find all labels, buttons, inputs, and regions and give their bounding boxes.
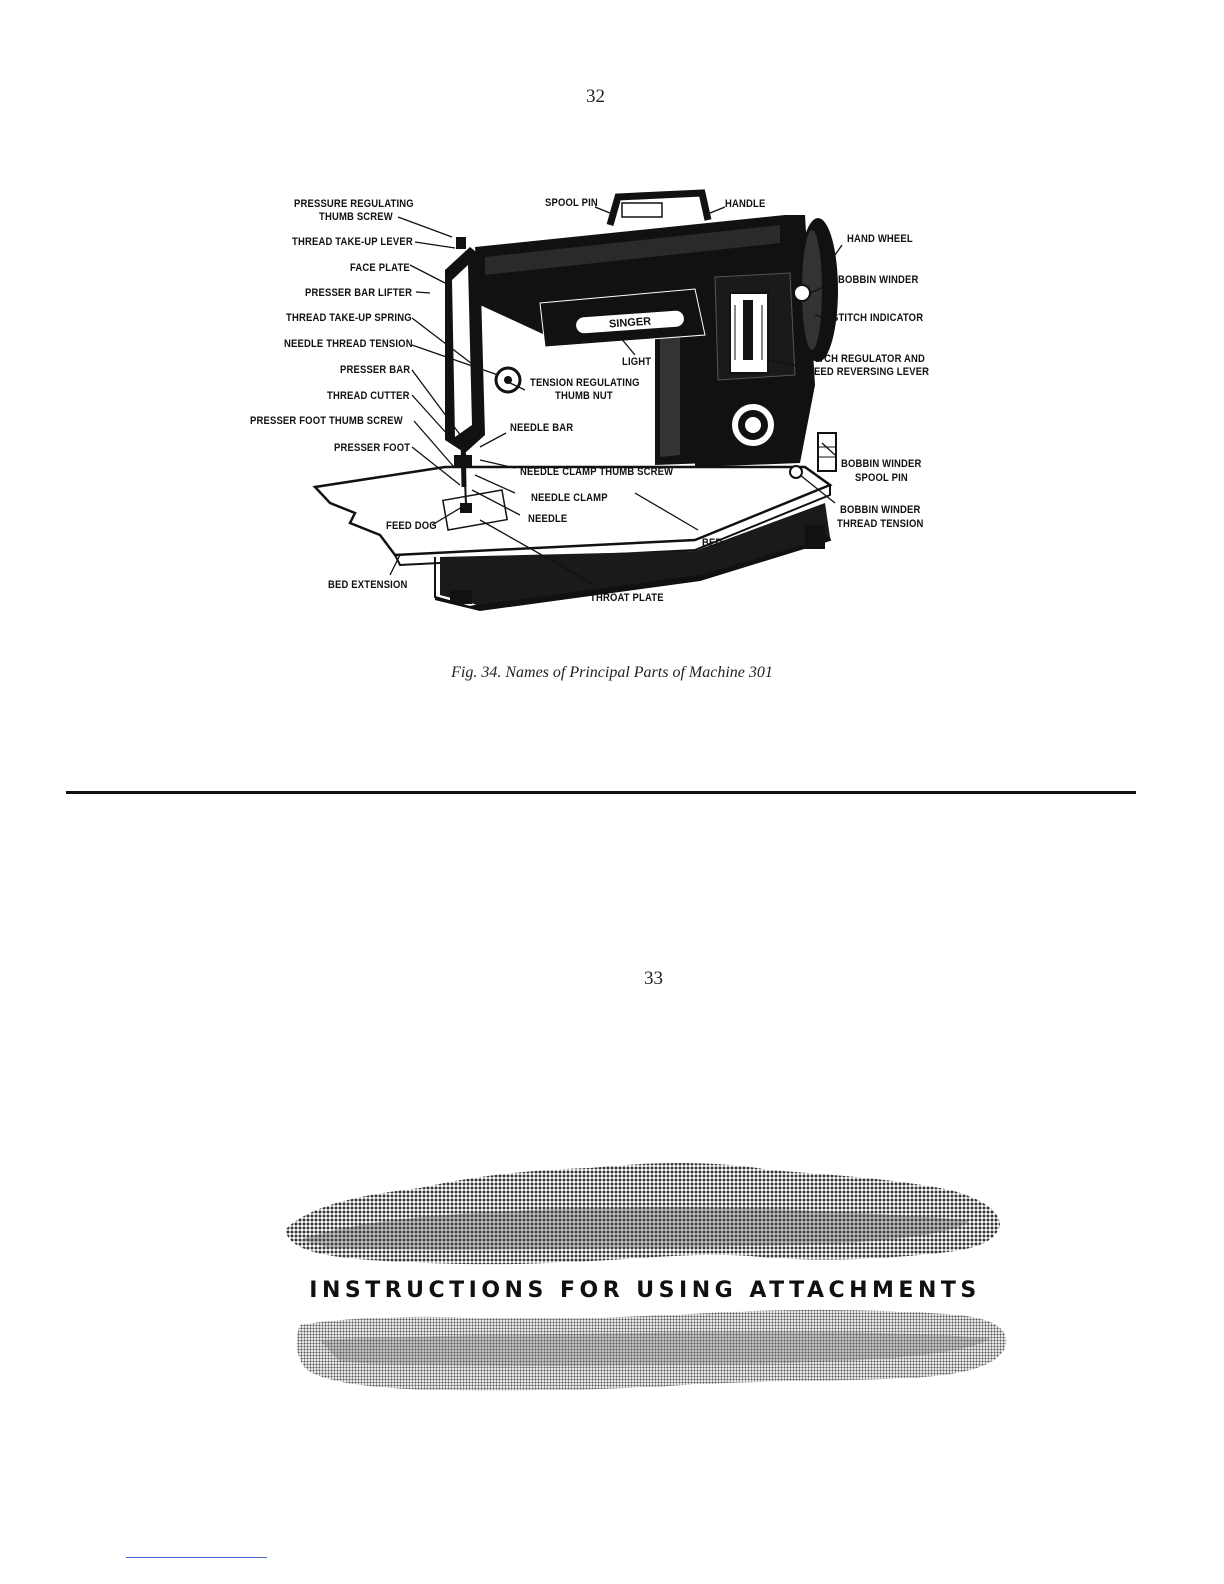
page-number-bottom: 33 xyxy=(644,968,663,989)
label-needle-clamp: NEEDLE CLAMP xyxy=(531,492,608,504)
label-needle-bar: NEEDLE BAR xyxy=(510,422,574,434)
singer-badge: SINGER xyxy=(608,315,652,331)
label-needle-clamp-thumb-screw: NEEDLE CLAMP THUMB SCREW xyxy=(520,466,674,478)
label-feed-dog: FEED DOG xyxy=(386,520,437,532)
label-thread-take-up-spring: THREAD TAKE-UP SPRING xyxy=(286,312,412,324)
section-heading-banner xyxy=(270,1150,1020,1430)
label-presser-foot-thumb-screw: PRESSER FOOT THUMB SCREW xyxy=(250,415,403,427)
label-stitch-indicator: STITCH INDICATOR xyxy=(832,312,924,324)
page-divider xyxy=(66,791,1136,794)
label-bed: BED xyxy=(702,537,723,549)
label-bobbin-winder-thread-tension-line2: THREAD TENSION xyxy=(837,518,924,530)
label-thread-cutter: THREAD CUTTER xyxy=(327,390,410,402)
label-needle-thread-tension: NEEDLE THREAD TENSION xyxy=(284,338,413,350)
label-tension-regulating-thumb-nut: THUMB NUT xyxy=(555,390,613,402)
label-light: LIGHT xyxy=(622,356,652,368)
label-presser-foot: PRESSER FOOT xyxy=(334,442,411,454)
label-tension-regulating: TENSION REGULATING xyxy=(530,377,640,389)
label-feed-reversing-lever: FEED REVERSING LEVER xyxy=(808,366,930,378)
label-presser-bar: PRESSER BAR xyxy=(340,364,411,376)
label-needle: NEEDLE xyxy=(528,513,568,525)
label-bed-extension: BED EXTENSION xyxy=(328,579,408,591)
label-spool-pin: SPOOL PIN xyxy=(545,197,598,209)
footnote-rule xyxy=(126,1557,267,1558)
label-bobbin-winder-thread-tension: BOBBIN WINDER xyxy=(840,504,921,516)
label-face-plate: FACE PLATE xyxy=(350,262,410,274)
label-presser-bar-lifter: PRESSER BAR LIFTER xyxy=(305,287,413,299)
label-bobbin-winder: BOBBIN WINDER xyxy=(838,274,919,286)
label-thread-take-up-lever: THREAD TAKE-UP LEVER xyxy=(292,236,413,248)
label-bobbin-winder-spool-pin-line2: SPOOL PIN xyxy=(855,472,908,484)
sewing-machine-figure xyxy=(240,185,960,625)
label-pressure-regulating-thumb-screw-line2: THUMB SCREW xyxy=(319,211,393,223)
page-number-top: 32 xyxy=(586,86,605,107)
figure-caption: Fig. 34. Names of Principal Parts of Machine 301 xyxy=(451,664,773,681)
label-stitch-regulator: STITCH REGULATOR AND xyxy=(803,353,926,365)
sewing-machine-illustration xyxy=(240,185,960,625)
label-bobbin-winder-spool-pin: BOBBIN WINDER xyxy=(841,458,922,470)
section-heading: INSTRUCTIONS FOR USING ATTACHMENTS xyxy=(309,1278,981,1303)
label-throat-plate: THROAT PLATE xyxy=(590,592,664,604)
label-handle: HANDLE xyxy=(725,198,766,210)
label-hand-wheel: HAND WHEEL xyxy=(847,233,913,245)
label-pressure-regulating-thumb-screw: PRESSURE REGULATING xyxy=(294,198,414,210)
